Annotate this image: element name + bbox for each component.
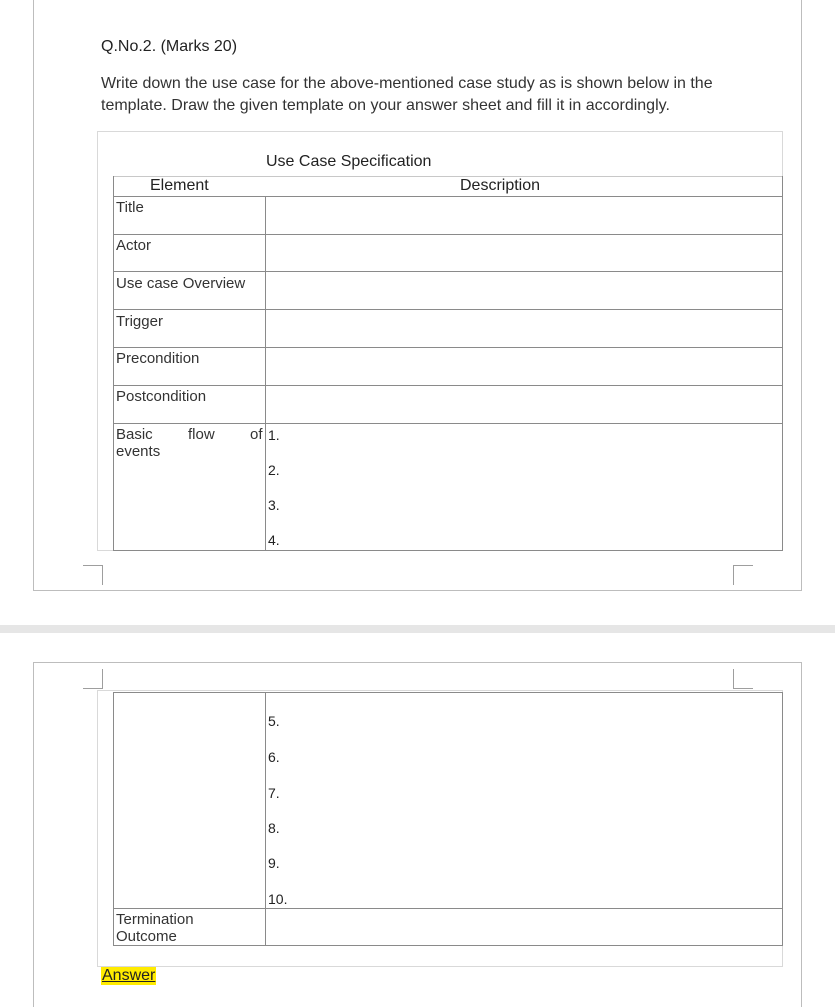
table-rule: [113, 309, 783, 310]
table-rule: [782, 692, 783, 945]
row-label-termination: Outcome: [116, 928, 177, 945]
row-label-basic-flow: flow: [188, 426, 215, 443]
crop-mark: [733, 669, 753, 689]
table-rule: [265, 196, 266, 550]
table-rule: [113, 550, 783, 551]
table-rule: [113, 196, 783, 197]
flow-step-number: 2.: [268, 462, 280, 478]
row-label-basic-flow: events: [116, 443, 161, 460]
table-rule: [113, 945, 783, 946]
flow-step-number: 9.: [268, 855, 280, 871]
table-rule: [113, 692, 783, 693]
table-rule: [113, 385, 783, 386]
page-separator: [0, 625, 835, 633]
flow-step-number: 1.: [268, 427, 280, 443]
flow-step-number: 4.: [268, 532, 280, 548]
table-rule: [782, 176, 783, 550]
table-rule: [265, 692, 266, 945]
row-label-overview: Use case Overview: [116, 275, 246, 292]
flow-step-number: 8.: [268, 820, 280, 836]
row-label-termination: Termination: [116, 911, 194, 928]
table-rule: [113, 271, 783, 272]
row-label-postcondition: Postcondition: [116, 388, 207, 405]
column-header-element: Element: [150, 177, 209, 194]
table-rule: [113, 692, 114, 945]
crop-mark: [733, 565, 753, 585]
crop-mark: [83, 565, 103, 585]
row-label-basic-flow: of: [250, 426, 263, 443]
flow-step-number: 3.: [268, 497, 280, 513]
column-header-description: Description: [460, 177, 541, 194]
table-title: Use Case Specification: [266, 153, 432, 170]
table-rule: [113, 347, 783, 348]
row-label-title: Title: [116, 199, 144, 216]
flow-step-number: 6.: [268, 749, 280, 765]
table-rule: [113, 908, 783, 909]
row-label-precondition: Precondition: [116, 350, 200, 367]
question-heading: Q.No.2. (Marks 20): [101, 38, 238, 55]
table-rule: [113, 176, 114, 550]
question-instructions: Write down the use case for the above-mentioned case study as is shown below in the template. Draw the given template on your answer sheet and fill it in accordingly.: [101, 75, 713, 114]
flow-step-number: 5.: [268, 713, 280, 729]
answer-label: Answer: [102, 967, 156, 984]
row-label-actor: Actor: [116, 237, 152, 254]
row-label-basic-flow: Basic: [116, 426, 153, 443]
table-rule: [113, 176, 783, 177]
table-rule: [113, 234, 783, 235]
row-label-trigger: Trigger: [116, 313, 163, 330]
flow-step-number: 10.: [268, 891, 288, 907]
crop-mark: [83, 669, 103, 689]
flow-step-number: 7.: [268, 785, 280, 801]
use-case-table-frame-continued: [97, 690, 783, 967]
table-rule: [113, 423, 783, 424]
